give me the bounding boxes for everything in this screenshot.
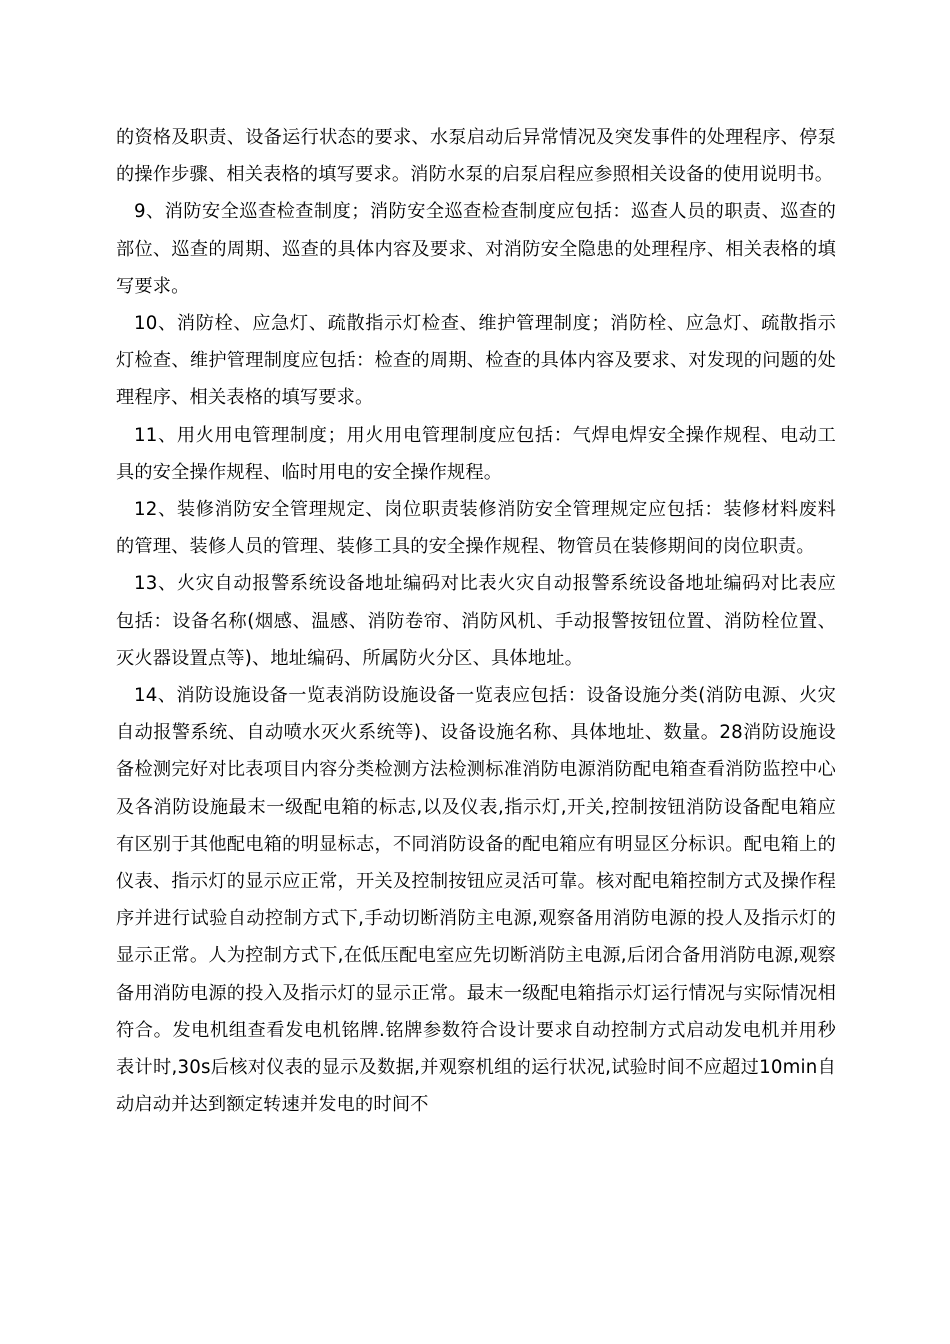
paragraph-item-12: 12、装修消防安全管理规定、岗位职责装修消防安全管理规定应包括：装修材料废料的管理、装修人员的管理、装修工具的安全操作规程、物管员在装修期间的岗位职责。 [116, 499, 836, 558]
document-body [116, 119, 836, 1123]
paragraph-continuation: 的资格及职责、设备运行状态的要求、水泵启动后异常情况及突发事件的处理程序、停泵的操作步骤、相关表格的填写要求。消防水泵的启泵启程应参照相关设备的使用说明书。 [116, 127, 836, 186]
paragraph-item-11: 11、用火用电管理制度；用火用电管理制度应包括：气焊电焊安全操作规程、电动工具的安全操作规程、临时用电的安全操作规程。 [116, 424, 836, 483]
paragraph-item-10: 10、消防栓、应急灯、疏散指示灯检查、维护管理制度；消防栓、应急灯、疏散指示灯检查、维护管理制度应包括：检查的周期、检查的具体内容及要求、对发现的问题的处理程序、相关表格的填写要求。 [116, 313, 836, 409]
paragraph-item-13: 13、火灾自动报警系统设备地址编码对比表火灾自动报警系统设备地址编码对比表应包括：设备名称(烟感、温感、消防卷帘、消防风机、手动报警按钮位置、消防栓位置、灭火器设置点等)、地址编码、所属防火分区、具体地址。 [116, 573, 836, 669]
paragraph-item-9: 9、消防安全巡查检查制度；消防安全巡查检查制度应包括：巡查人员的职责、巡查的部位、巡查的周期、巡查的具体内容及要求、对消防安全隐患的处理程序、相关表格的填写要求。 [116, 201, 836, 297]
paragraph-item-14: 14、消防设施设备一览表消防设施设备一览表应包括：设备设施分类(消防电源、火灾自动报警系统、自动喷水灭火系统等)、设备设施名称、具体地址、数量。28消防设施设备检测完好对比表项目内容分类检测方法检测标准消防电源消防配电箱查看消防监控中心及各消防设施最末一级配电箱的标志,以及仪表,指示灯,开关,控制按钮消防设备配电箱应有区别于其他配电箱的明显标志，不同消防设备的配电箱应有明显区分标识。配电箱上的仪表、指示灯的显示应正常，开关及控制按钮应灵活可靠。核对配电箱控制方式及操作程序并进行试验自动控制方式下,手动切断消防主电源,观察备用消防电源的投人及指示灯的显示正常。人为控制方式下,在低压配电室应先切断消防主电源,后闭合备用消防电源,观察备用消防电源的投入及指示灯的显示正常。最末一级配电箱指示灯运行情况与实际情况相符合。发电机组查看发电机铭牌.铭牌参数符合设计要求自动控制方式启动发电机并用秒表计时,30s后核对仪表的显示及数据,并观察机组的运行状况,试验时间不应超过10min自动启动并达到额定转速并发电的时间不 [116, 685, 836, 1116]
